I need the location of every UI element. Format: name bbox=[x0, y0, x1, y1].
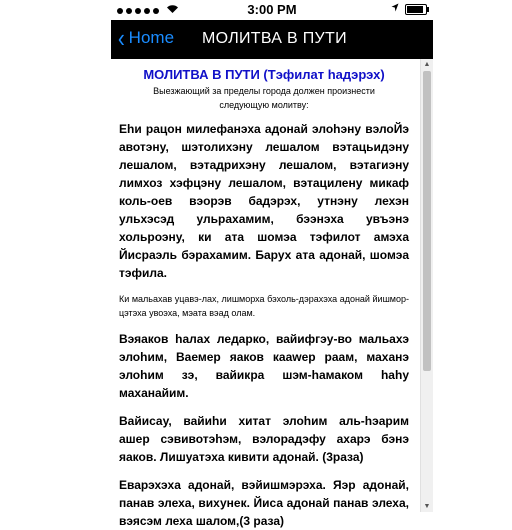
prayer-paragraph: Вайисау, вайиhи хитат элоhим аль-hэарим ашер сэвивотэhэм, вэлорадэфу ахарэ бэнэ яаков. Лишуатэха кивити адонай. (3раза) bbox=[119, 414, 409, 464]
prayer-title: МОЛИТВА В ПУТИ (Тэфилат hадэрэх) bbox=[143, 67, 385, 82]
vertical-scrollbar[interactable] bbox=[420, 59, 433, 512]
scrollbar-thumb[interactable] bbox=[423, 71, 431, 371]
prayer-instruction: Выезжающий за пределы города должен произнести следующую молитву: bbox=[153, 86, 375, 110]
prayer-paragraph: Ки мальахав уцавэ-лах, лишморха бэхоль-дэрахэха адонай йишмор-цэтэха увоэха, мэата вэад олам. bbox=[119, 294, 409, 318]
phone-screen bbox=[111, 0, 433, 528]
status-time: 3:00 PM bbox=[247, 2, 297, 17]
chevron-left-icon: ‹ bbox=[117, 23, 125, 53]
scroll-down-icon[interactable]: ▼ bbox=[423, 503, 431, 510]
back-button[interactable] bbox=[117, 23, 175, 53]
prayer-paragraph: Вэяаков hалах ледарко, вайифгэу-во мальахэ элоhим, Ваемер яаков кааwер раам, маханэ элоhим зэ, вайикра шэм-hамаком hаhу маханайим. bbox=[119, 332, 409, 400]
prayer-paragraph: Еварэхэха адонай, вэйишмэрэха. Яэр адонай, панав элеха, вихунек. Йиса адонай панав элеха, вэясэм леха шалом,(3 раза) bbox=[119, 478, 409, 528]
status-bar bbox=[111, 0, 433, 20]
status-right bbox=[391, 3, 427, 15]
navigation-bar bbox=[111, 20, 433, 59]
prayer-paragraph: Еhи рацон милефанэха адонай элоhэну вэлоЙэ авотэну, шэтолихэну лешалом вэтацьидэну лешалом, вэтадрихэну лешалом, вэтагиэну лимхоз хэфцэну лешалом, вэтацилену микаф коль-оев вэорэв бадэрэх, утнэну лехэн ульхэсэд ульрахамим, бээнэха увъэнэ хольроэну, ки ата шомэа тэфилот амэха Йисраэль бэрахамим. Барух ата адонай, шомэа тэфила. bbox=[119, 122, 409, 280]
back-button-label: Home bbox=[128, 28, 175, 47]
scroll-up-icon[interactable]: ▲ bbox=[423, 61, 431, 68]
location-arrow-icon bbox=[391, 3, 399, 15]
page-title: МОЛИТВА В ПУТИ bbox=[202, 30, 347, 47]
prayer-content[interactable] bbox=[111, 59, 419, 528]
battery-icon bbox=[405, 4, 427, 15]
